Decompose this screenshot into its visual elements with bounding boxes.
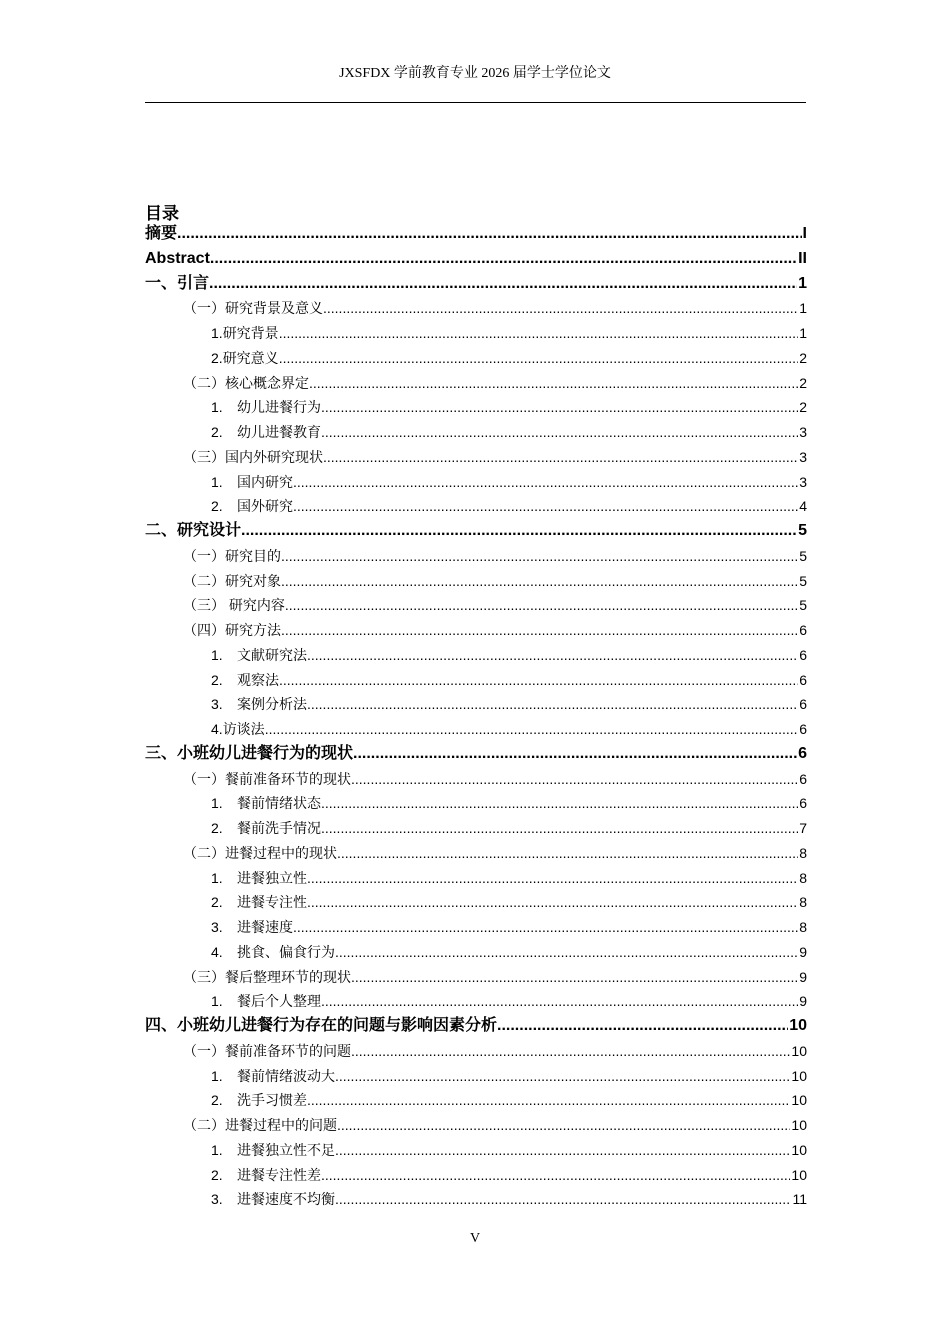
toc-entry[interactable] [145, 1138, 807, 1163]
toc-entry[interactable] [145, 247, 807, 272]
toc-entry-text: 二、研究设计 [145, 522, 242, 539]
dot-leader [351, 1039, 790, 1064]
toc-entry[interactable] [145, 717, 807, 742]
toc-entry-text: 国内研究 [237, 473, 293, 490]
dot-leader [323, 296, 798, 321]
dot-leader [321, 816, 798, 841]
toc-entry-text: 餐后个人整理 [237, 993, 321, 1010]
toc-entry[interactable] [145, 1039, 807, 1064]
toc-title: 目录 [145, 204, 179, 223]
toc-entry-text: 一、引言 [145, 274, 210, 292]
dot-leader [321, 791, 798, 816]
toc-entry-label [145, 742, 353, 767]
toc-entry-label [211, 692, 307, 717]
toc-entry-page: 6 [798, 744, 807, 762]
toc-entry-number: 1. [211, 993, 223, 1010]
dot-leader [307, 643, 798, 668]
dot-leader [335, 1138, 790, 1163]
toc-entry-text: 国外研究 [237, 498, 293, 515]
toc-entry-page: 1 [799, 325, 807, 341]
toc-entry[interactable] [145, 940, 807, 965]
toc-entry-label [211, 915, 293, 940]
toc-entry-page: 10 [791, 1042, 807, 1059]
toc-entry-label [211, 1163, 321, 1188]
toc-entry-label [211, 321, 279, 346]
toc-entry-number: 4. [211, 721, 223, 737]
dot-leader [321, 989, 798, 1014]
toc-entry[interactable] [145, 816, 807, 841]
toc-entry-text: 挑食、偏食行为 [237, 943, 335, 960]
toc-entry-label [145, 519, 241, 544]
toc-entry[interactable] [145, 841, 807, 866]
dot-leader [279, 321, 799, 346]
toc-entry-text: （一）餐前准备环节的现状 [183, 770, 351, 787]
toc-entry-page: 3 [799, 448, 807, 465]
toc-entry-page: 1 [799, 300, 807, 317]
toc-entry[interactable] [145, 618, 807, 643]
toc-entry-number: 2. [211, 894, 223, 911]
page-header: JXSFDX 学前教育专业 2026 届学士学位论文 [339, 66, 611, 81]
toc-entry-text: Abstract [145, 249, 210, 267]
toc-entry-text: 进餐专注性 [237, 894, 307, 911]
toc-entry-page: 2 [799, 374, 807, 391]
toc-entry-text: 餐前情绪波动大 [237, 1067, 335, 1084]
toc-entry[interactable] [145, 272, 807, 297]
toc-entry-text: 餐前洗手情况 [237, 820, 321, 836]
toc-entry-number: 2. [211, 820, 223, 836]
dot-leader [293, 915, 798, 940]
toc-entry-number: 4. [211, 943, 223, 960]
toc-entry[interactable] [145, 965, 807, 990]
toc-entry[interactable] [145, 1163, 807, 1188]
dot-leader [285, 593, 798, 618]
dot-leader [335, 940, 798, 965]
toc-entry[interactable] [145, 643, 807, 668]
toc-entry-page: 8 [799, 869, 807, 886]
toc-entry-page: I [802, 225, 807, 242]
toc-entry-text: （三）国内外研究现状 [183, 448, 323, 465]
toc-entry[interactable] [145, 395, 807, 420]
toc-entry-page: 5 [798, 522, 807, 539]
dot-leader [351, 965, 798, 990]
toc-entry-text: （四）研究方法 [183, 622, 281, 638]
toc-entry-text: 餐前情绪状态 [237, 795, 321, 812]
toc-entry-page: 10 [789, 1017, 807, 1034]
toc-entry[interactable] [145, 346, 807, 371]
dot-leader [293, 494, 798, 519]
header-divider [145, 102, 806, 103]
dot-leader [210, 247, 797, 272]
toc-entry[interactable] [145, 321, 807, 346]
toc-entry-label [145, 247, 210, 272]
dot-leader [279, 346, 799, 371]
toc-entry-page: 6 [799, 622, 807, 638]
toc-entry-label [183, 544, 281, 569]
dot-leader [307, 866, 798, 891]
toc-entry-number: 2. [211, 498, 223, 515]
toc-entry-page: 5 [799, 597, 807, 614]
toc-entry-text: 三、小班幼儿进餐行为的现状 [145, 744, 354, 762]
toc-entry-label [183, 593, 285, 618]
toc-entry-page: 10 [791, 1067, 807, 1084]
toc-entry-page: 8 [799, 919, 807, 935]
toc-entry-text: 进餐速度 [237, 919, 293, 935]
toc-entry-page: 6 [799, 795, 807, 812]
toc-entry-number: 3. [211, 1191, 223, 1208]
dot-leader [335, 1064, 790, 1089]
dot-leader [281, 544, 798, 569]
dot-leader [209, 272, 797, 297]
dot-leader [321, 1163, 790, 1188]
toc-entry-label [211, 940, 335, 965]
toc-entry-label [211, 1088, 307, 1113]
toc-entry-number: 2. [211, 349, 223, 366]
dot-leader [307, 1088, 790, 1113]
page-number: V [469, 1231, 481, 1246]
toc-entry[interactable] [145, 692, 807, 717]
toc-entry-label [183, 569, 281, 594]
toc-entry-label [145, 1014, 497, 1039]
dot-leader [309, 371, 798, 396]
dot-leader [307, 890, 798, 915]
toc-entry-label [183, 296, 323, 321]
toc-entry-label [183, 618, 281, 643]
toc-entry[interactable] [145, 544, 807, 569]
toc-entry-number: 1. [211, 325, 223, 341]
toc-entry-page: 8 [799, 894, 807, 911]
toc-entry-text: 文献研究法 [237, 646, 307, 663]
toc-entry-text: （二）进餐过程中的现状 [183, 844, 337, 861]
toc-entry[interactable] [145, 1088, 807, 1113]
toc-entry-page: 9 [799, 993, 807, 1010]
toc-entry-page: 7 [799, 820, 807, 836]
toc-entry[interactable] [145, 742, 807, 767]
toc-entry-text: 研究意义 [222, 349, 279, 366]
dot-leader [353, 742, 797, 767]
toc-entry[interactable] [145, 445, 807, 470]
dot-leader [241, 519, 797, 544]
toc-entry-page: 2 [799, 399, 807, 416]
toc-entry-page: 3 [799, 424, 807, 440]
toc-entry-page: 10 [791, 1092, 807, 1109]
toc-entry-text: （二）核心概念界定 [183, 374, 309, 391]
toc-entry-text: 进餐速度不均衡 [237, 1191, 335, 1208]
table-of-contents [145, 222, 807, 1212]
toc-entry-text: 洗手习惯差 [237, 1092, 307, 1109]
toc-entry-number: 1. [211, 1141, 223, 1158]
toc-entry-text: 进餐独立性 [237, 869, 307, 886]
toc-entry-label [183, 445, 323, 470]
dot-leader [497, 1014, 788, 1039]
dot-leader [337, 1113, 790, 1138]
toc-entry[interactable] [145, 890, 807, 915]
toc-entry-label [211, 668, 279, 693]
toc-entry[interactable] [145, 791, 807, 816]
toc-entry-label [211, 866, 307, 891]
toc-entry-page: 9 [799, 943, 807, 960]
toc-entry-page: 8 [799, 844, 807, 861]
toc-entry-text: 观察法 [237, 671, 279, 688]
toc-entry-number: 3. [211, 919, 223, 935]
toc-entry-text: 访谈法 [222, 721, 265, 737]
toc-entry-text: 幼儿进餐教育 [237, 424, 321, 440]
dot-leader [293, 470, 798, 495]
toc-entry-text: （三） 研究内容 [183, 597, 285, 614]
toc-entry-number: 2. [211, 1092, 223, 1109]
toc-entry-label [211, 494, 293, 519]
toc-entry-page: 6 [799, 671, 807, 688]
toc-entry-text: 幼儿进餐行为 [237, 399, 321, 416]
toc-entry-label [211, 643, 307, 668]
toc-entry-page: 5 [799, 547, 807, 564]
toc-entry-page: 5 [799, 572, 807, 589]
dot-leader [281, 569, 798, 594]
dot-leader [323, 445, 798, 470]
toc-entry[interactable] [145, 593, 807, 618]
toc-entry-number: 1. [211, 869, 223, 886]
toc-entry[interactable] [145, 1113, 807, 1138]
toc-entry[interactable] [145, 668, 807, 693]
toc-entry[interactable] [145, 1014, 807, 1039]
toc-entry-page: 10 [791, 1141, 807, 1158]
toc-entry[interactable] [145, 222, 807, 247]
toc-entry[interactable] [145, 915, 807, 940]
toc-entry-label [211, 791, 321, 816]
toc-entry-label [183, 767, 351, 792]
toc-entry-label [211, 1064, 335, 1089]
toc-entry-text: 研究背景 [222, 325, 279, 341]
toc-entry-label [211, 816, 321, 841]
toc-entry-label [183, 841, 337, 866]
toc-entry-label [211, 717, 265, 742]
toc-entry-number: 1. [211, 795, 223, 812]
toc-entry-label [211, 1187, 335, 1212]
toc-entry-text: （一）餐前准备环节的问题 [183, 1042, 351, 1059]
dot-leader [321, 420, 798, 445]
toc-entry-page: 2 [799, 349, 807, 366]
toc-entry-label [211, 1138, 335, 1163]
toc-entry[interactable] [145, 866, 807, 891]
dot-leader [279, 668, 798, 693]
dot-leader [337, 841, 798, 866]
toc-entry[interactable] [145, 1064, 807, 1089]
toc-entry-label [211, 346, 279, 371]
toc-entry-page: 10 [791, 1117, 807, 1133]
toc-entry[interactable] [145, 470, 807, 495]
toc-entry-number: 2. [211, 424, 223, 440]
toc-entry-page: 11 [792, 1191, 807, 1208]
toc-entry-page: 3 [799, 473, 807, 490]
toc-entry-page: II [798, 249, 807, 267]
toc-entry[interactable] [145, 371, 807, 396]
toc-entry-text: 进餐专注性差 [237, 1166, 321, 1183]
toc-entry-number: 3. [211, 696, 223, 713]
dot-leader [177, 222, 802, 247]
toc-entry[interactable] [145, 296, 807, 321]
toc-entry-page: 6 [799, 696, 807, 713]
toc-entry-page: 6 [799, 770, 807, 787]
toc-entry[interactable] [145, 989, 807, 1014]
toc-entry-label [183, 1039, 351, 1064]
toc-entry-text: 四、小班幼儿进餐行为存在的问题与影响因素分析 [145, 1017, 498, 1034]
toc-entry[interactable] [145, 519, 807, 544]
toc-entry-text: （一）研究目的 [183, 547, 281, 564]
toc-entry-number: 1. [211, 473, 223, 490]
toc-entry-number: 2. [211, 671, 223, 688]
toc-entry-label [183, 371, 309, 396]
toc-entry[interactable] [145, 569, 807, 594]
toc-entry-page: 6 [799, 721, 807, 737]
toc-entry-label [211, 470, 293, 495]
toc-entry-label [211, 989, 321, 1014]
toc-entry[interactable] [145, 1187, 807, 1212]
toc-entry-label [183, 965, 351, 990]
toc-entry-page: 10 [791, 1166, 807, 1183]
toc-entry-number: 1. [211, 646, 223, 663]
toc-entry-text: （二）研究对象 [183, 572, 281, 589]
toc-entry-number: 1. [211, 399, 223, 416]
toc-entry-text: （一）研究背景及意义 [183, 300, 323, 317]
dot-leader [351, 767, 798, 792]
dot-leader [307, 692, 798, 717]
dot-leader [265, 717, 799, 742]
toc-entry-text: 进餐独立性不足 [237, 1141, 335, 1158]
toc-entry-text: （二）进餐过程中的问题 [183, 1117, 337, 1133]
toc-entry-text: 案例分析法 [237, 696, 307, 713]
toc-entry-page: 4 [799, 498, 807, 515]
toc-entry-text: （三）餐后整理环节的现状 [183, 968, 351, 985]
dot-leader [335, 1187, 791, 1212]
dot-leader [281, 618, 798, 643]
toc-entry-page: 9 [799, 968, 807, 985]
toc-entry[interactable] [145, 767, 807, 792]
toc-entry[interactable] [145, 420, 807, 445]
toc-entry-label [211, 395, 321, 420]
toc-entry-text: 摘要 [145, 225, 178, 242]
toc-entry[interactable] [145, 494, 807, 519]
toc-entry-label [145, 272, 209, 297]
toc-entry-number: 1. [211, 1067, 223, 1084]
toc-entry-label [211, 420, 321, 445]
toc-entry-page: 6 [799, 646, 807, 663]
toc-entry-label [183, 1113, 337, 1138]
toc-entry-number: 2. [211, 1166, 223, 1183]
dot-leader [321, 395, 798, 420]
toc-entry-page: 1 [798, 274, 807, 292]
toc-entry-label [211, 890, 307, 915]
toc-entry-label [145, 222, 177, 247]
